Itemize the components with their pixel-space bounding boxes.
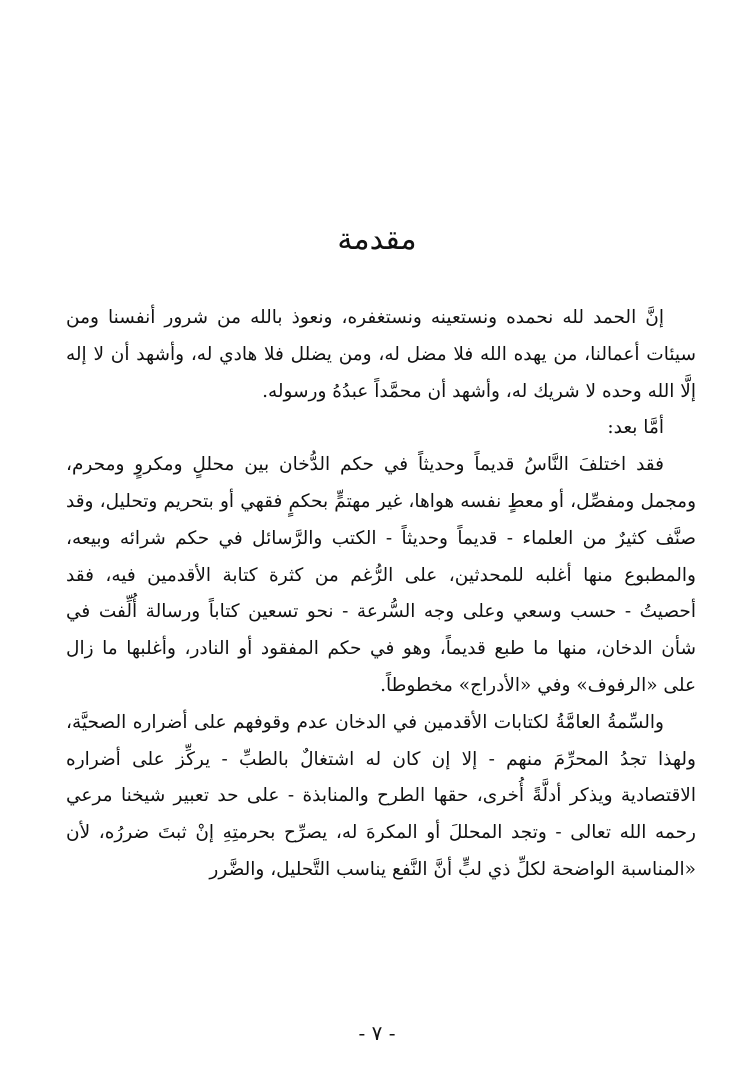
page-number: - ٧ - <box>358 1021 396 1045</box>
paragraph-opening: إنَّ الحمد لله نحمده ونستعينه ونستغفره، ونعوذ بالله من شرور أنفسنا ومن سيئات أعمالنا، من يهده الله فلا مضل له، ومن يضلل فلا هادي له، وأشهد أن لا إله إلَّا الله وحده لا شريك له، وأشهد أن محمَّداً عبدُهُ ورسوله. <box>66 307 696 402</box>
paragraph-general-feature: والسِّمةُ العامَّةُ لكتابات الأقدمين في الدخان عدم وقوفهم على أضراره الصحيَّة، ولهذا تجدُ المحرِّمَ منهم - إلا إن كان له اشتغالٌ بالطبِّ - يركِّز على أضراره الاقتصادية ويذكر أدلَّةً أُخرى، حقها الطرح والمنابذة - على حد تعبير شيخنا مرعي رحمه الله تعالى - وتجد المحللَ أو المكرهَ له، يصرِّح بحرمتِهِ إنْ ثبتَ ضررُه، لأن «المناسبة الواضحة لكلِّ ذي لبٍّ أنَّ النَّفع يناسب التَّحليل، والضَّرر <box>66 711 696 880</box>
paragraph-smoking-dispute: فقد اختلفَ النَّاسُ قديماً وحديثاً في حكم الدُّخان بين محللٍ ومكروٍ ومحرم، ومجمل ومفصِّل، أو معطٍ نفسه هواها، غير مهتمٍّ بحكمٍ فقهي أو بتحريم وتحليل، وقد صنَّف كثيرٌ من العلماء - قديماً وحديثاً - الكتب والرَّسائل في حكم شرائه وبيعه، والمطبوع منها أغلبه للمحدثين، على الرُّغم من كثرة كتابة الأقدمين فيه، فقد أحصيتُ - حسب وسعي وعلى وجه السُّرعة - نحو تسعين كتاباً ورسالة أُلِّفت في شأن الدخان، منها ما طبع قديماً، وهو في حكم المفقود أو النادر، وأغلبها ما زال على «الرفوف» وفي «الأدراج» مخطوطاً. <box>66 454 696 696</box>
page-title: مقدمة <box>337 222 417 257</box>
body-text <box>66 300 696 889</box>
paragraph-amma-bad: أمَّا بعد: <box>607 417 664 439</box>
